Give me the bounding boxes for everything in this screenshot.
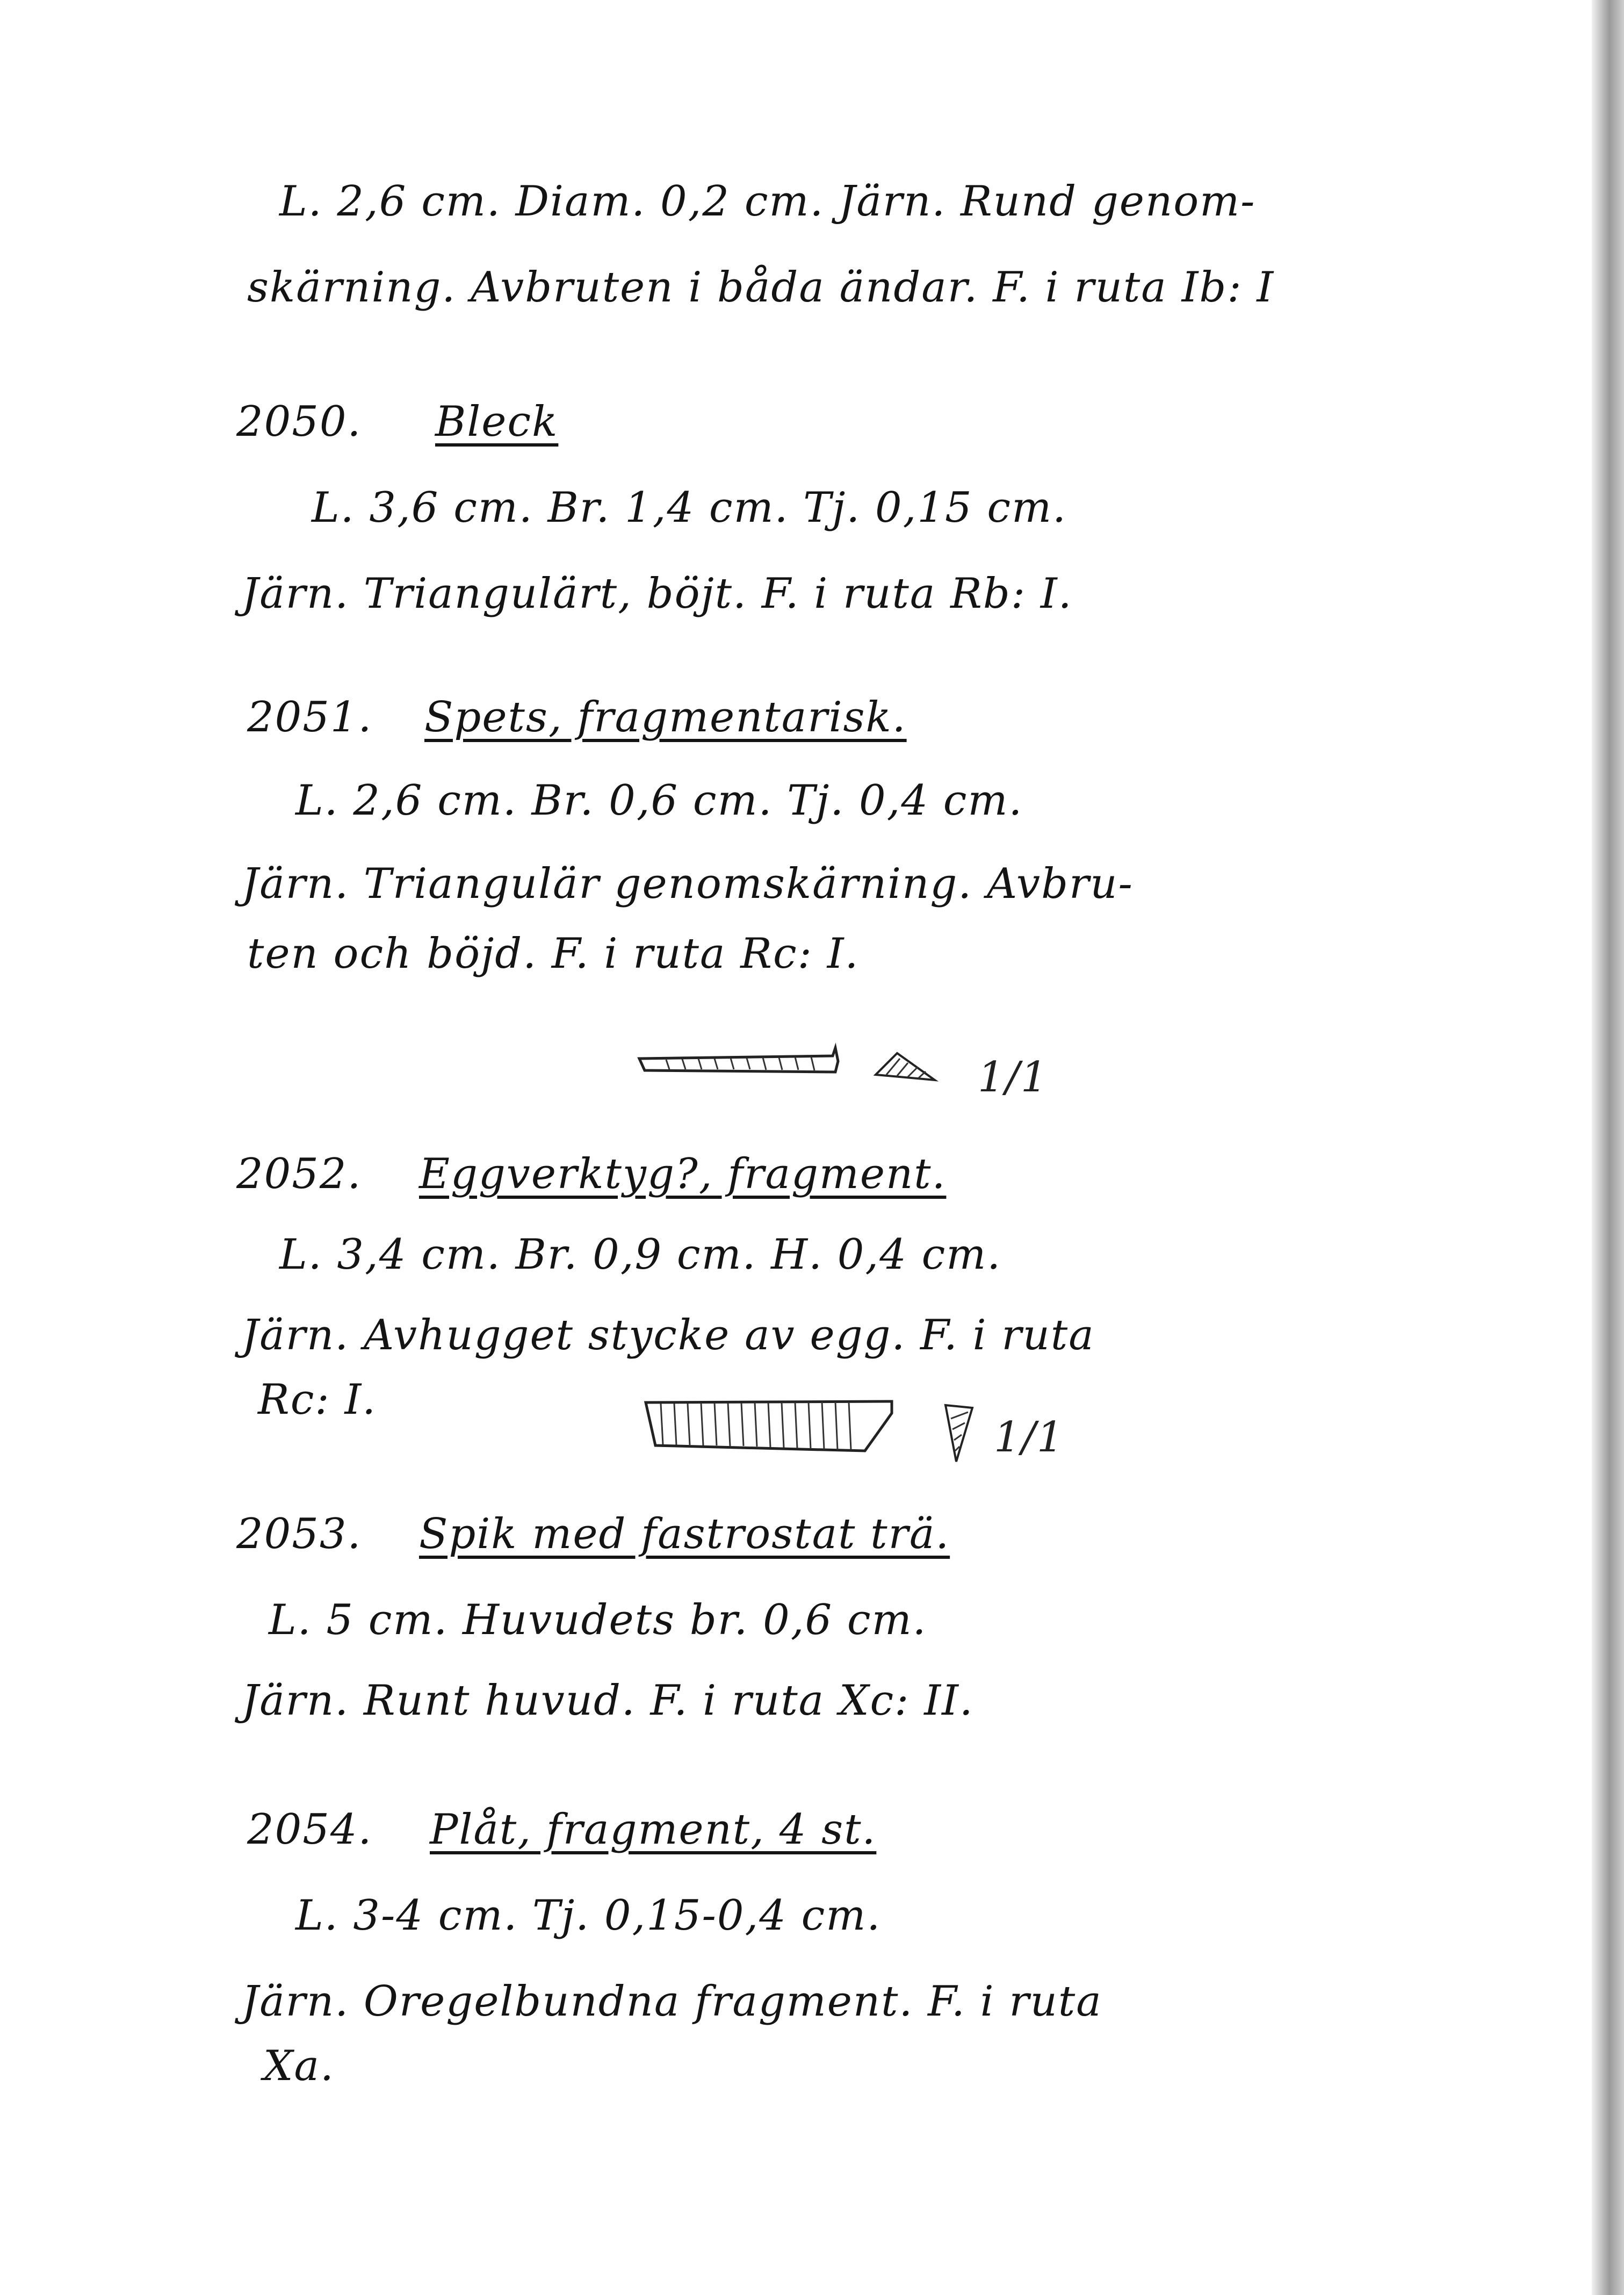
sketch-scale: 1/1 — [994, 1413, 1065, 1462]
entry-title: Spik med fastrostat trä. — [419, 1510, 950, 1558]
artifact-sketch-2052 — [639, 1392, 1037, 1478]
text-line: L. 2,6 cm. Br. 0,6 cm. Tj. 0,4 cm. — [295, 776, 1023, 825]
text-line: skärning. Avbruten i båda ändar. F. i ruta Ib: I — [247, 263, 1275, 312]
text-line: L. 2,6 cm. Diam. 0,2 cm. Järn. Rund genom- — [279, 177, 1256, 226]
page-edge — [1592, 0, 1624, 2295]
text-line: Järn. Triangulärt, böjt. F. i ruta Rb: I. — [242, 570, 1073, 618]
text-line: L. 3-4 cm. Tj. 0,15-0,4 cm. — [295, 1891, 882, 1940]
text-line: Rc: I. — [258, 1376, 377, 1424]
text-line: L. 3,6 cm. Br. 1,4 cm. Tj. 0,15 cm. — [312, 484, 1067, 532]
text-line: L. 3,4 cm. Br. 0,9 cm. H. 0,4 cm. — [279, 1231, 1002, 1279]
text-line: ten och böjd. F. i ruta Rc: I. — [247, 930, 860, 978]
entry-title: Bleck — [435, 398, 559, 446]
text-line: Xa. — [263, 2042, 335, 2090]
entry-title: Plåt, fragment, 4 st. — [430, 1805, 877, 1854]
sketch-scale: 1/1 — [978, 1053, 1049, 1102]
artifact-sketch-2051 — [634, 1037, 1010, 1102]
entry-number: 2053. — [236, 1510, 362, 1558]
entry-number: 2054. — [247, 1805, 373, 1854]
text-line: Järn. Avhugget stycke av egg. F. i ruta — [242, 1311, 1095, 1359]
text-line: Järn. Oregelbundna fragment. F. i ruta — [242, 1977, 1102, 2026]
entry-title: Eggverktyg?, fragment. — [419, 1150, 947, 1198]
entry-number: 2050. — [236, 398, 362, 446]
entry-number: 2051. — [247, 693, 373, 742]
text-line: L. 5 cm. Huvudets br. 0,6 cm. — [269, 1596, 927, 1644]
text-line: Järn. Runt huvud. F. i ruta Xc: II. — [242, 1677, 974, 1725]
entry-number: 2052. — [236, 1150, 362, 1198]
text-line: Järn. Triangulär genomskärning. Avbru- — [242, 860, 1134, 908]
entry-title: Spets, fragmentarisk. — [424, 693, 907, 742]
